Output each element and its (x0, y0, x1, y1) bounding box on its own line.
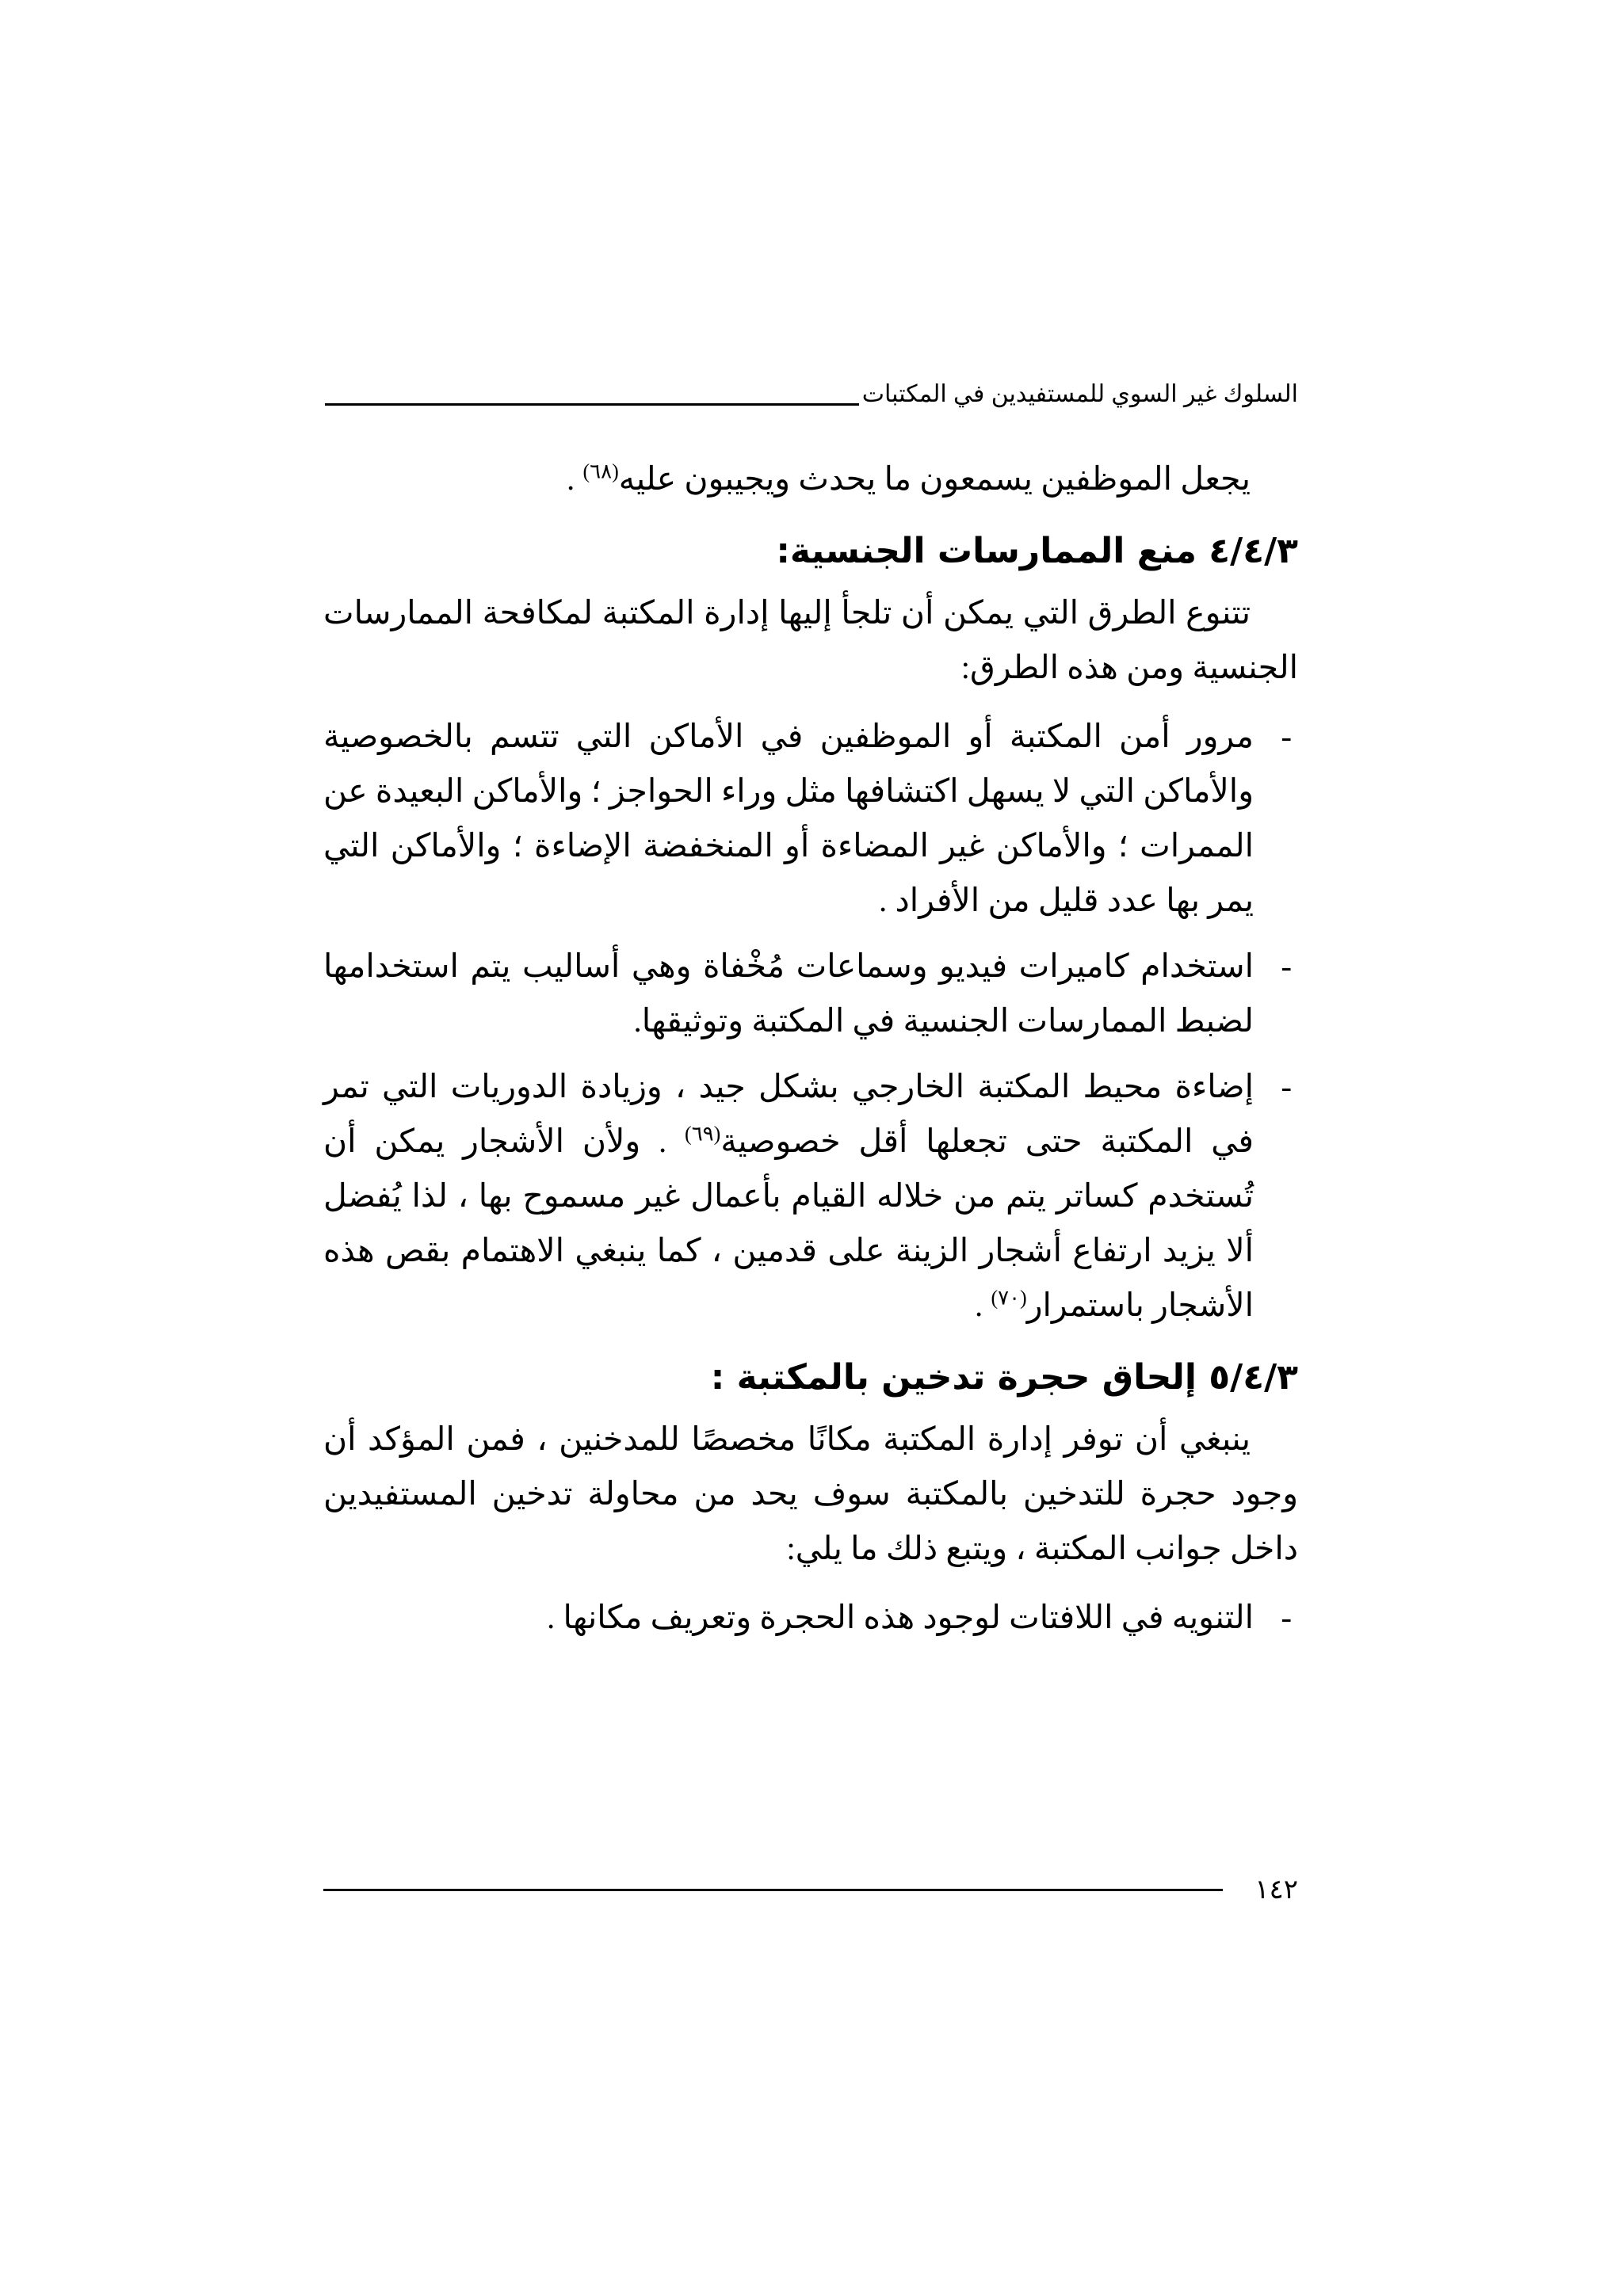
body-text (323, 452, 1298, 1645)
bullet-marker: - (1281, 1068, 1292, 1104)
page-footer (323, 1874, 1298, 1905)
footnote-ref-68: (٦٨) (582, 460, 619, 483)
bullet-marker: - (1281, 718, 1292, 754)
intro-line-text: يجعل الموظفين يسمعون ما يحدث ويجيبون عليه (618, 460, 1251, 497)
bullet-marker: - (1281, 1599, 1292, 1635)
section-heading-5-4-3: ٥/٤/٣ إلحاق حجرة تدخين بالمكتبة : (710, 1357, 1298, 1398)
intro-line-end: . (566, 460, 583, 497)
page-number: ١٤٢ (1254, 1874, 1298, 1905)
running-header (325, 379, 1298, 410)
bullet-item (323, 1590, 1298, 1645)
footer-rule (323, 1889, 1223, 1891)
bullet-text-part1: إضاءة محيط المكتبة الخارجي بشكل جيد ، وزيادة الدوريات التي تمر في المكتبة حتى تجعلها أقل خصوصية (323, 1068, 1254, 1159)
bullet-marker: - (1281, 948, 1292, 984)
bullet-item (323, 709, 1298, 928)
header-rule (325, 403, 859, 406)
bullet-text: مرور أمن المكتبة أو الموظفين في الأماكن التي تتسم بالخصوصية والأماكن التي لا يسهل اكتشافها مثل وراء الحواجز ؛ والأماكن البعيدة عن الممرات ؛ والأماكن غير المضاءة أو المنخفضة الإضاءة ؛ والأماكن التي يمر بها عدد قليل من الأفراد . (323, 718, 1254, 918)
bullet-text-end: . (974, 1287, 991, 1323)
footnote-ref-70: (٧٠) (991, 1286, 1027, 1310)
bullet-text-part2: . ولأن الأشجار يمكن أن تُستخدم كساتر يتم من خلاله القيام بأعمال غير مسموح بها ، لذا يُفضل ألا يزيد ارتفاع أشجار الزينة على قدمين ، كما ينبغي الاهتمام بقص هذه الأشجار باستمرار (323, 1123, 1254, 1323)
section-1-paragraph: تتنوع الطرق التي يمكن أن تلجأ إليها إدارة المكتبة لمكافحة الممارسات الجنسية ومن هذه الطرق: (323, 594, 1298, 685)
bullet-item (323, 1059, 1298, 1333)
section-heading-4-4-3: ٤/٤/٣ منع الممارسات الجنسية: (776, 531, 1298, 571)
footnote-ref-69: (٦٩) (685, 1122, 721, 1146)
bullet-text: التنويه في اللافتات لوجود هذه الحجرة وتعريف مكانها . (547, 1599, 1254, 1635)
intro-line (323, 452, 1298, 506)
running-title: السلوك غير السوي للمستفيدين في المكتبات (861, 381, 1298, 407)
section-2-paragraph: ينبغي أن توفر إدارة المكتبة مكانًا مخصصًا للمدخنين ، فمن المؤكد أن وجود حجرة للتدخين بالمكتبة سوف يحد من محاولة تدخين المستفيدين داخل جوانب المكتبة ، ويتبع ذلك ما يلي: (323, 1421, 1298, 1566)
bullet-item (323, 939, 1298, 1048)
bullet-text: استخدام كاميرات فيديو وسماعات مُخْفاة وهي أساليب يتم استخدامها لضبط الممارسات الجنسية في المكتبة وتوثيقها. (323, 948, 1254, 1039)
